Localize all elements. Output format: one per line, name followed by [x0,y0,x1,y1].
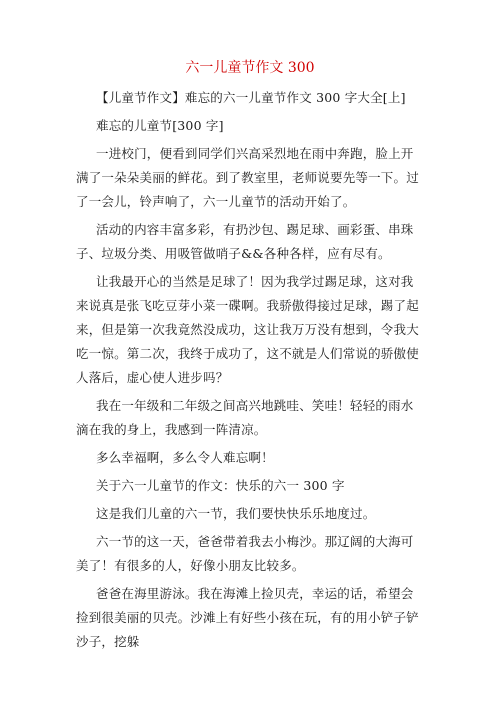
paragraph: 这是我们儿童的六一节，我们要快快乐乐地度过。 [96,506,376,521]
paragraph: 爸爸在海里游泳。我在海滩上捡贝壳，幸运的话，希望会捡到很美丽的贝壳。沙滩上有好些小孩在玩，有的用小铲子铲沙子，挖躲 [76,586,419,649]
paragraph: 六一节的这一天，爸爸带着我去小梅沙。那辽阔的大海可美了！有很多的人，好像小朋友比较多。 [76,534,414,573]
paragraph-subheading: 难忘的儿童节[300 字] [96,118,224,133]
paragraph: 我在一年级和二年级之间高兴地跳哇、笑哇！轻轻的雨水滴在我的身上，我感到一阵清凉。 [76,398,414,437]
paragraph-heading: 【儿童节作文】难忘的六一儿童节作文 300 字大全[上] [96,90,406,105]
document-title: 六一儿童节作文 300 [185,60,315,76]
paragraph: 一进校门，便看到同学们兴高采烈地在雨中奔跑，脸上开满了一朵朵美丽的鲜花。到了教室里，老师说要先等一下。过了一会儿，铃声响了，六一儿童节的活动开始了。 [76,146,419,209]
paragraph: 让我最开心的当然是足球了！因为我学过踢足球，这对我来说真是张飞吃豆芽小菜一碟啊。我骄傲得接过足球，踢了起来，但是第一次我竟然没成功，这让我万万没有想到，令我大吃一惊。第二次，我终于成功了，这不就是人们常说的骄傲使人落后，虚心使人进步吗？ [76,274,419,385]
paragraph: 活动的内容丰富多彩，有扔沙包、踢足球、画彩蛋、串珠子、垃圾分类、用吸管做哨子&&各种各样，应有尽有。 [76,222,414,261]
paragraph-section-title: 关于六一儿童节的作文：快乐的六一 300 字 [96,478,345,493]
paragraph: 多么幸福啊，多么令人难忘啊！ [96,450,274,465]
